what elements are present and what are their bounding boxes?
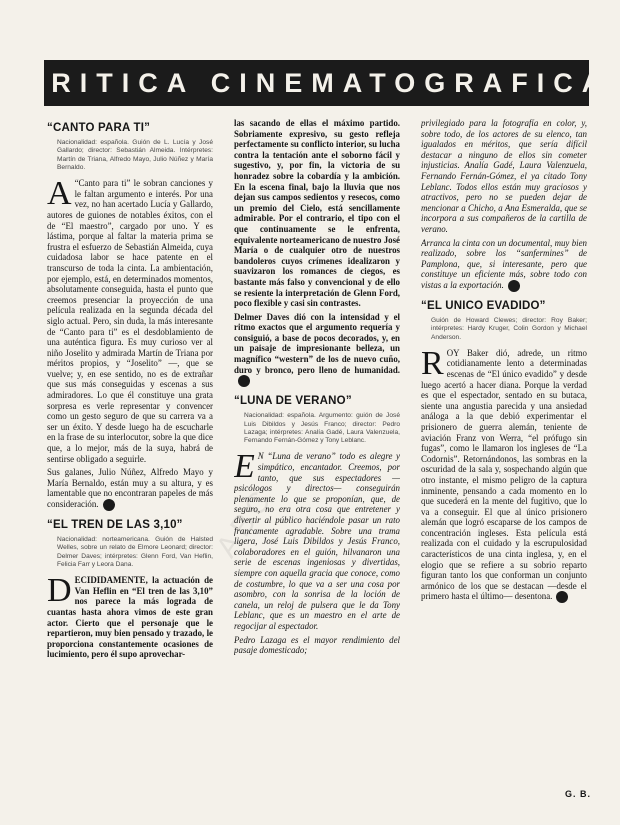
review-el-unico-evadido	[421, 300, 587, 604]
paragraph	[234, 118, 400, 309]
paragraph	[47, 572, 213, 660]
paragraph	[234, 312, 400, 388]
review-el-tren-continued	[234, 118, 400, 387]
author-signature: G. B.	[565, 789, 592, 799]
headline: “CANTO PARA TI”	[47, 122, 151, 134]
paragraph-text: Pedro Lazaga es el mayor rendimiento del pasaje domesticado;	[234, 634, 400, 656]
column-2	[234, 118, 400, 780]
drop-cap: D	[47, 572, 72, 610]
paragraph	[47, 467, 213, 511]
headline: “LUNA DE VERANO”	[234, 395, 352, 408]
paragraph	[421, 344, 587, 604]
end-dot-icon	[103, 499, 115, 511]
review-canto-para-ti	[47, 122, 213, 511]
review-luna-de-verano	[234, 395, 400, 655]
paragraph-text: ECIDIDAMENTE, la actuación de Van Heflin en “El tren de las 3,10” nos parece la más lograda de cuantas hasta ahora vimos de este gran actor. Cierto que el personaje que le repartieron, muy bien pensado y trazado, le proporciona constantemente ocasiones de lucimiento, pero él supo aprovechar-	[47, 575, 213, 660]
credits: Nacionalidad: norteamericana. Guión de Halsted Welles, sobre un relato de Elmore Leonard; director: Delmer Daves; intérpretes: Glenn Ford, Van Heflin, Felicia Farr y Leora Dana.	[57, 536, 213, 568]
end-dot-icon	[238, 375, 250, 387]
paragraph-text: “Canto para ti” le sobran canciones y le faltan argumento e interés. Por una vez, no han acertado Lucía y Gallardo, autores de guiones de notables éxitos, con el de “El maestro”, cargado por uno. Y es lástima, porque al faltar la materia prima se frustra el esfuerzo de Sebastián Almeida, cuya cuidadosa labor se hace patente en el transcurso de toda la cinta. La ambientación, por ejemplo, está, en determinados momentos, absolutamente conseguida, hasta el punto que creemos presenciar la proyección de una película realizada en la segunda década del siglo actual. Pero, sin duda, la más interesante de “Canto para ti” es el desdoblamiento de una auténtica figura. Es muy curioso ver al niño Joselito y admirada Martín de Triana por méritos propios, y “Joselito” —, que se vuelve; y, en ese sentido, no es de extrañar que sus más conseguidas y escenas a sus admiradores. Lo que él constituye una grata sorpresa es verle representar y convencer como un gesto seguro de que su carrera va a ser un éxito. Y desde luego ha de escucharle en la frase de su interlocutor, sobre la que dice que, a lo mejor, más de la suya, habrá de sentirse obligado a seguirle.	[47, 178, 213, 464]
paragraph-text: OY Baker dió, adrede, un ritmo cotidianamente lento a determinadas escenas de “El único evadido” y desde luego acertó a hacer diana. Porque la verdad es que el espectador, sentado en su butaca, siente una angustia parecida y una ansiedad análoga a la que debió experimentar el prisionero de guerra alemán, teniente de aviación Franz von Werra, “el prófugo sin fugas”, como le llamaron los ingleses de “La Codornis”. Retornándonos, las sombras en la oscuridad de la sala y, sospechando algún que otro instante, el mismo peligro de la captura inminente, pensando a cada momento en lo que sucederá en la mente del fugitivo, que lo va a conseguir. El que al único prisionero alemán que logró escaparse de los campos de concentración ingleses. Esta película está realizada con el cuidado y la escrupulosidad característicos de una cinta inglesa, y, en el elogio que se refiere a su sobrio reparto figuran tanto los que conforman un conjunto armónico de los que se destacan —desde el primero hasta el último— desentona.	[421, 347, 587, 602]
review-luna-continued	[421, 118, 587, 292]
credits: Guión de Howard Clewes; director: Roy Baker; intérpretes: Hardy Kruger, Colin Gordon y Michael Anderson.	[431, 316, 587, 341]
end-dot-icon	[508, 280, 520, 292]
paragraph-text: privilegiado para la fotografía en color, y, sobre todo, de los actores de su elenco, tan igualados en méritos, que sería difícil destacar a ninguno de ellos sin cometer injusticias. Analía Gadé, Laura Valenzuela, Fernando Fernán-Gómez, el ya citado Tony Leblanc. Todos ellos están muy graciosos y atractivos, pero no se pueden dejar de mencionar a Chicho, a Ana Esmeralda, que se incorpora a sus compañeros de la cartilla de verano.	[421, 118, 587, 234]
paragraph	[421, 118, 587, 235]
end-dot-icon	[556, 591, 568, 603]
headline: “EL TREN DE LAS 3,10”	[47, 519, 183, 531]
paragraph-text: las sacando de ellas el máximo partido. Sobriamente expresivo, su gesto refleja perfectamente su conflicto interior, su lucha contra la tentación ante el soborno fácil y sugestivo, y, por fin, la victoria de su honradez sobre la cobardía y la ambición. En la escena final, bajo la lluvia que nos dejan sus campos sedientos y resecos, como un premio del Cielo, está sencillamente admirable. Por el contrario, el tipo con el que continuamente se le enfrenta, equivalente norteamericano de nuestro José María o de cualquier otro de nuestros bandoleros cuyos crímenes idealizaron y suavizaron los romances de ciegos, es bastante más falso y convencional y de ello se resiente la interpretación de Glenn Ford, poco flexible y casi sin contrastes.	[234, 118, 400, 309]
paragraph	[234, 635, 400, 656]
paragraph-text: Arranca la cinta con un documental, muy bien realizado, sobre los “sanfermines” de Pamplona, que, si interesante, pero que constituye un eficiente más, sobre todo con vistas a la exportación.	[421, 237, 587, 290]
drop-cap: A	[47, 175, 72, 213]
credits: Nacionalidad: española. Guión de L. Lucía y José Gallardo; director: Sebastián Almeida. Intérpretes: Martín de Triana, Alfredo Mayo, Julio Núñez y María Bernaldo.	[57, 139, 213, 171]
paragraph	[234, 448, 400, 631]
drop-cap: R	[421, 344, 444, 382]
column-3	[421, 118, 587, 780]
paragraph	[47, 175, 213, 464]
credits: Nacionalidad: española. Argumento: guión de José Luis Dibildos y Jesús Franco; director: Pedro Lazaga; intérpretes: Analía Gadé, Laura Valenzuela, Fernando Fernán-Gómez y Tony Leblanc.	[244, 412, 400, 445]
banner-title: CRITICA CINEMATOGRAFICA	[22, 67, 611, 98]
review-el-tren-de-las-310	[47, 519, 213, 660]
paragraph-text: Sus galanes, Julio Núñez, Alfredo Mayo y María Bernaldo, están muy a su altura, y es lamentable que no encontraran papeles de más consideración.	[47, 467, 213, 510]
column-1	[47, 118, 213, 780]
paragraph-text: N “Luna de verano” todo es alegre y simpático, encantador. Creemos, por tanto, que sus espectadores —psicólogos y directos— conseguirán plenamente lo que se proponían, que, de seguro, no era otra cosa que entretener y divertir al público haciéndole pasar un rato francamente agradable. Sobre una trama ligera, José Luis Dibildos y Jesús Franco, colaboradores en el guión, hilvanaron una serie de escenas ingeniosas y divertidas, siempre con aquella gracia que conoce, como de costumbre, lo que va a ser una cosa por asombro, con la sonrisa de la loción de canela, un reloj de pulsera que le da Tony Leblanc, que es un maestro en el arte de regocijar al espectador.	[234, 451, 400, 631]
drop-cap: E	[234, 448, 255, 486]
paragraph	[421, 238, 587, 292]
abc-watermark: ABC	[210, 481, 281, 564]
headline: “EL UNICO EVADIDO”	[421, 299, 546, 312]
paragraph-text: Delmer Daves dió con la intensidad y el ritmo exactos que el argumento requería y consiguió, a base de pocos decorados, y, en un paisaje de impresionante belleza, un magnífico “western” de los de nuevo cuño, duro y bronco, pero lleno de humanidad.	[234, 311, 400, 375]
section-banner	[22, 60, 611, 106]
